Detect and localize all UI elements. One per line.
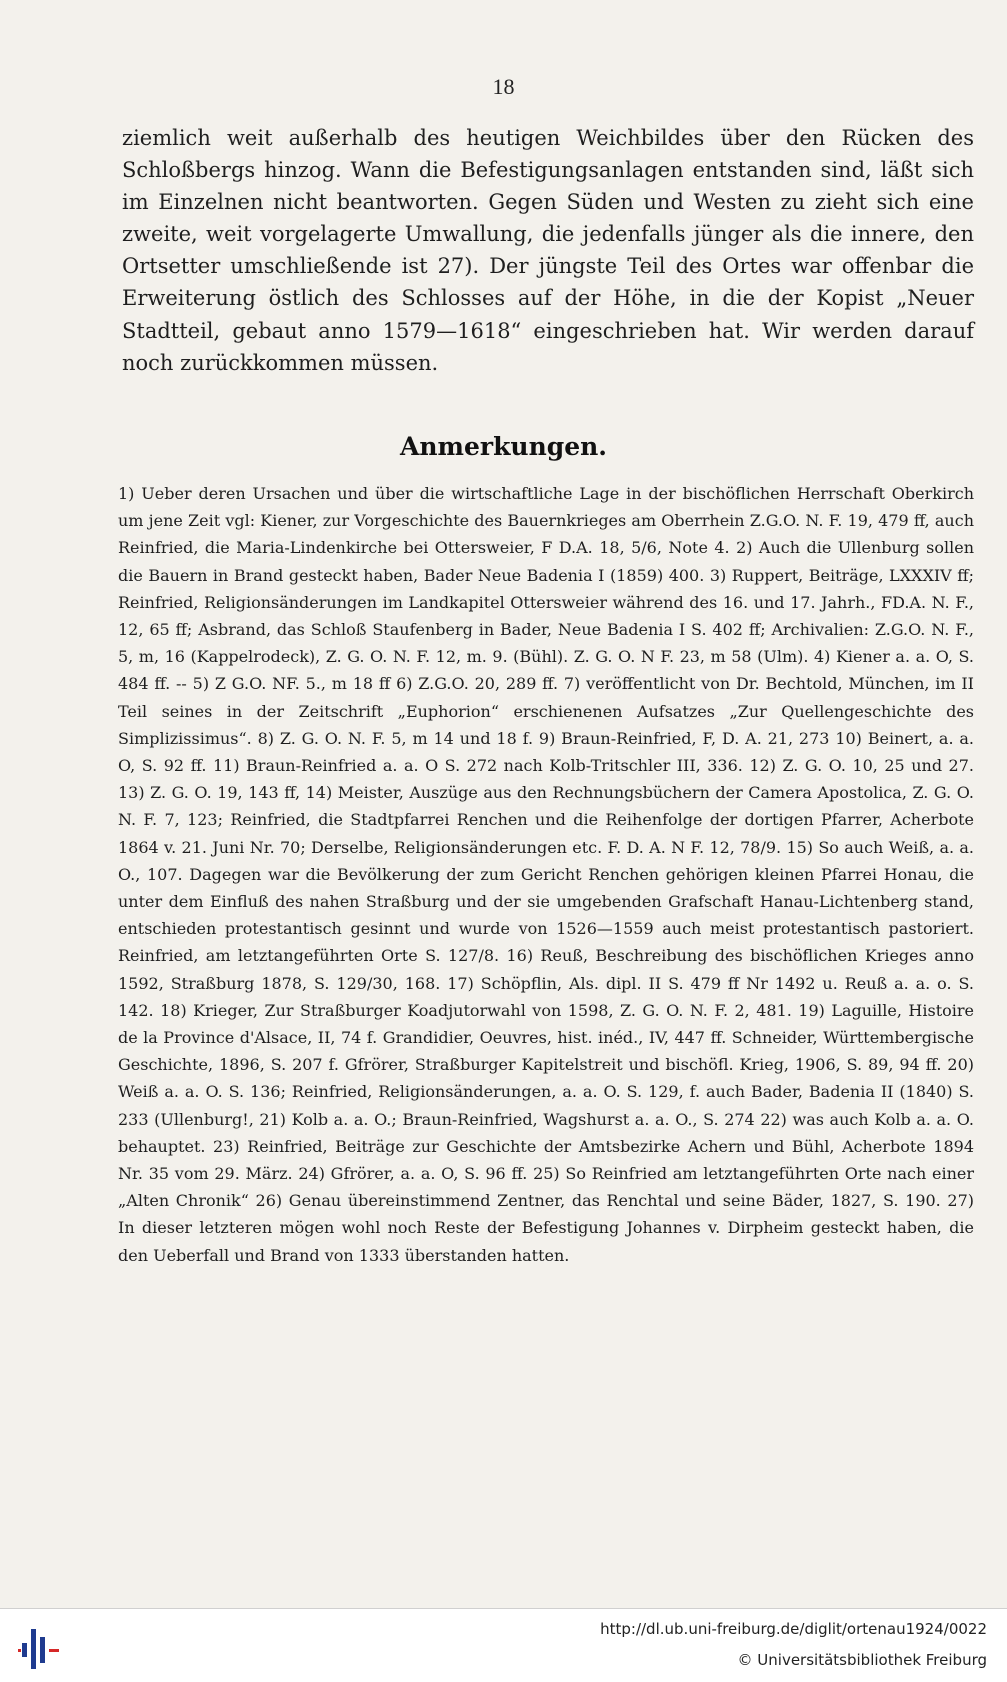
viewer-footer [0,1608,1007,1682]
ub-freiburg-logo-icon[interactable] [18,1623,68,1671]
footnotes-text: 1) Ueber deren Ursachen und über die wirtschaftliche Lage in der bischöflichen Herrschaft Oberkirch um jene Zeit vgl: Kiener, zur Vorgeschichte des Bauernkrieges am Oberrhein Z.G.O. N. F. 19, 479 ff, auch Reinfried, die Maria-Lindenkirche bei Ottersweier, F D.A. 18, 5/6, Note 4. 2) Auch die Ullenburg sollen die Bauern in Brand gesteckt haben, Bader Neue Badenia I (1859) 400. 3) Ruppert, Beiträge, LXXXIV ff; Reinfried, Religionsänderungen im Landkapitel Ottersweier während des 16. und 17. Jahrh., FD.A. N. F., 12, 65 ff; Asbrand, das Schloß Staufenberg in Bader, Neue Badenia I S. 402 ff; Archivalien: Z.G.O. N. F., 5, m, 16 (Kappelrodeck), Z. G. O. N. F. 12, m. 9. (Bühl). Z. G. O. N F. 23, m 58 (Ulm). 4) Kiener a. a. O, S. 484 ff. -- 5) Z G.O. NF. 5., m 18 ff 6) Z.G.O. 20, 289 ff. 7) veröffentlicht von Dr. Bechtold, München, im II Teil seines in der Zeitschrift „Euphorion“ erschienenen Aufsatzes „Zur Quellengeschichte des Simplizissimus“. 8) Z. G. O. N. F. 5, m 14 und 18 f. 9) Braun-Reinfried, F, D. A. 21, 273 10) Beinert, a. a. O, S. 92 ff. 11) Braun-Reinfried a. a. O S. 272 nach Kolb-Tritschler III, 336. 12) Z. G. O. 10, 25 und 27. 13) Z. G. O. 19, 143 ff, 14) Meister, Auszüge aus den Rechnungsbüchern der Camera Apostolica, Z. G. O. N. F. 7, 123; Reinfried, die Stadtpfarrei Renchen und die Reihenfolge der dortigen Pfarrer, Acherbote 1864 v. 21. Juni Nr. 70; Derselbe, Religionsänderungen etc. F. D. A. N F. 12, 78/9. 15) So auch Weiß, a. a. O., 107. Dagegen war die Bevölkerung der zum Gericht Renchen gehörigen kleinen Pfarrei Honau, die unter dem Einfluß des nahen Straßburg und der sie umgebenden Grafschaft Hanau-Lichtenberg stand, entschieden protestantisch gesinnt und wurde von 1526—1559 auch meist protestantisch pastoriert. Reinfried, am letztangeführten Orte S. 127/8. 16) Reuß, Beschreibung des bischöflichen Krieges anno 1592, Straßburg 1878, S. 129/30, 168. 17) Schöpflin, Als. dipl. II S. 479 ff Nr 1492 u. Reuß a. a. o. S. 142. 18) Krieger, Zur Straßburger Koadjutorwahl von 1598, Z. G. O. N. F. 2, 481. 19) Laguille, Histoire de la Province d'Alsace, II, 74 f. Grandidier, Oeuvres, hist. inéd., IV, 447 ff. Schneider, Württembergische Geschichte, 1896, S. 207 f. Gfrörer, Straßburger Kapitelstreit und bischöfl. Krieg, 1906, S. 89, 94 ff. 20) Weiß a. a. O. S. 136; Reinfried, Religionsänderungen, a. a. O. S. 129, f. auch Bader, Badenia II (1840) S. 233 (Ullenburg!, 21) Kolb a. a. O.; Braun-Reinfried, Wagshurst a. a. O., S. 274 22) was auch Kolb a. a. O. behauptet. 23) Reinfried, Beiträge zur Geschichte der Amtsbezirke Achern und Bühl, Acherbote 1894 Nr. 35 vom 29. März. 24) Gfrörer, a. a. O, S. 96 ff. 25) So Reinfried am letztangeführten Orte nach einer „Alten Chronik“ 26) Genau übereinstimmend Zentner, das Renchtal und seine Bäder, 1827, S. 190. 27) In dieser letzteren mögen wohl noch Reste der Befestigung Johannes v. Dirpheim gesteckt haben, die den Ueberfall und Brand von 1333 überstanden hatten. [118,484,974,1265]
page-number: 18 [492,74,515,99]
copyright-notice: © Universitätsbibliothek Freiburg [737,1651,987,1669]
notes-heading: Anmerkungen. [399,432,608,461]
footnotes-block [118,480,974,1269]
permalink-url[interactable]: http://dl.ub.uni-freiburg.de/diglit/ortenau1924/0022 [600,1620,987,1638]
body-paragraph: ziemlich weit außerhalb des heutigen Weichbildes über den Rücken des Schloßbergs hinzog. Wann die Befestigungsanlagen entstanden sind, läßt sich im Einzelnen nicht beantworten. Gegen Süden und Westen zu zieht sich eine zweite, weit vorgelagerte Umwallung, die jedenfalls jünger als die innere, den Ortsetter umschließende ist 27). Der jüngste Teil des Ortes war offenbar die Erweiterung östlich des Schlosses auf der Höhe, in die der Kopist „Neuer Stadtteil, gebaut anno 1579—1618“ eingeschrieben hat. Wir werden darauf noch zurückkommen müssen. [122,126,974,375]
body-text [122,122,974,379]
